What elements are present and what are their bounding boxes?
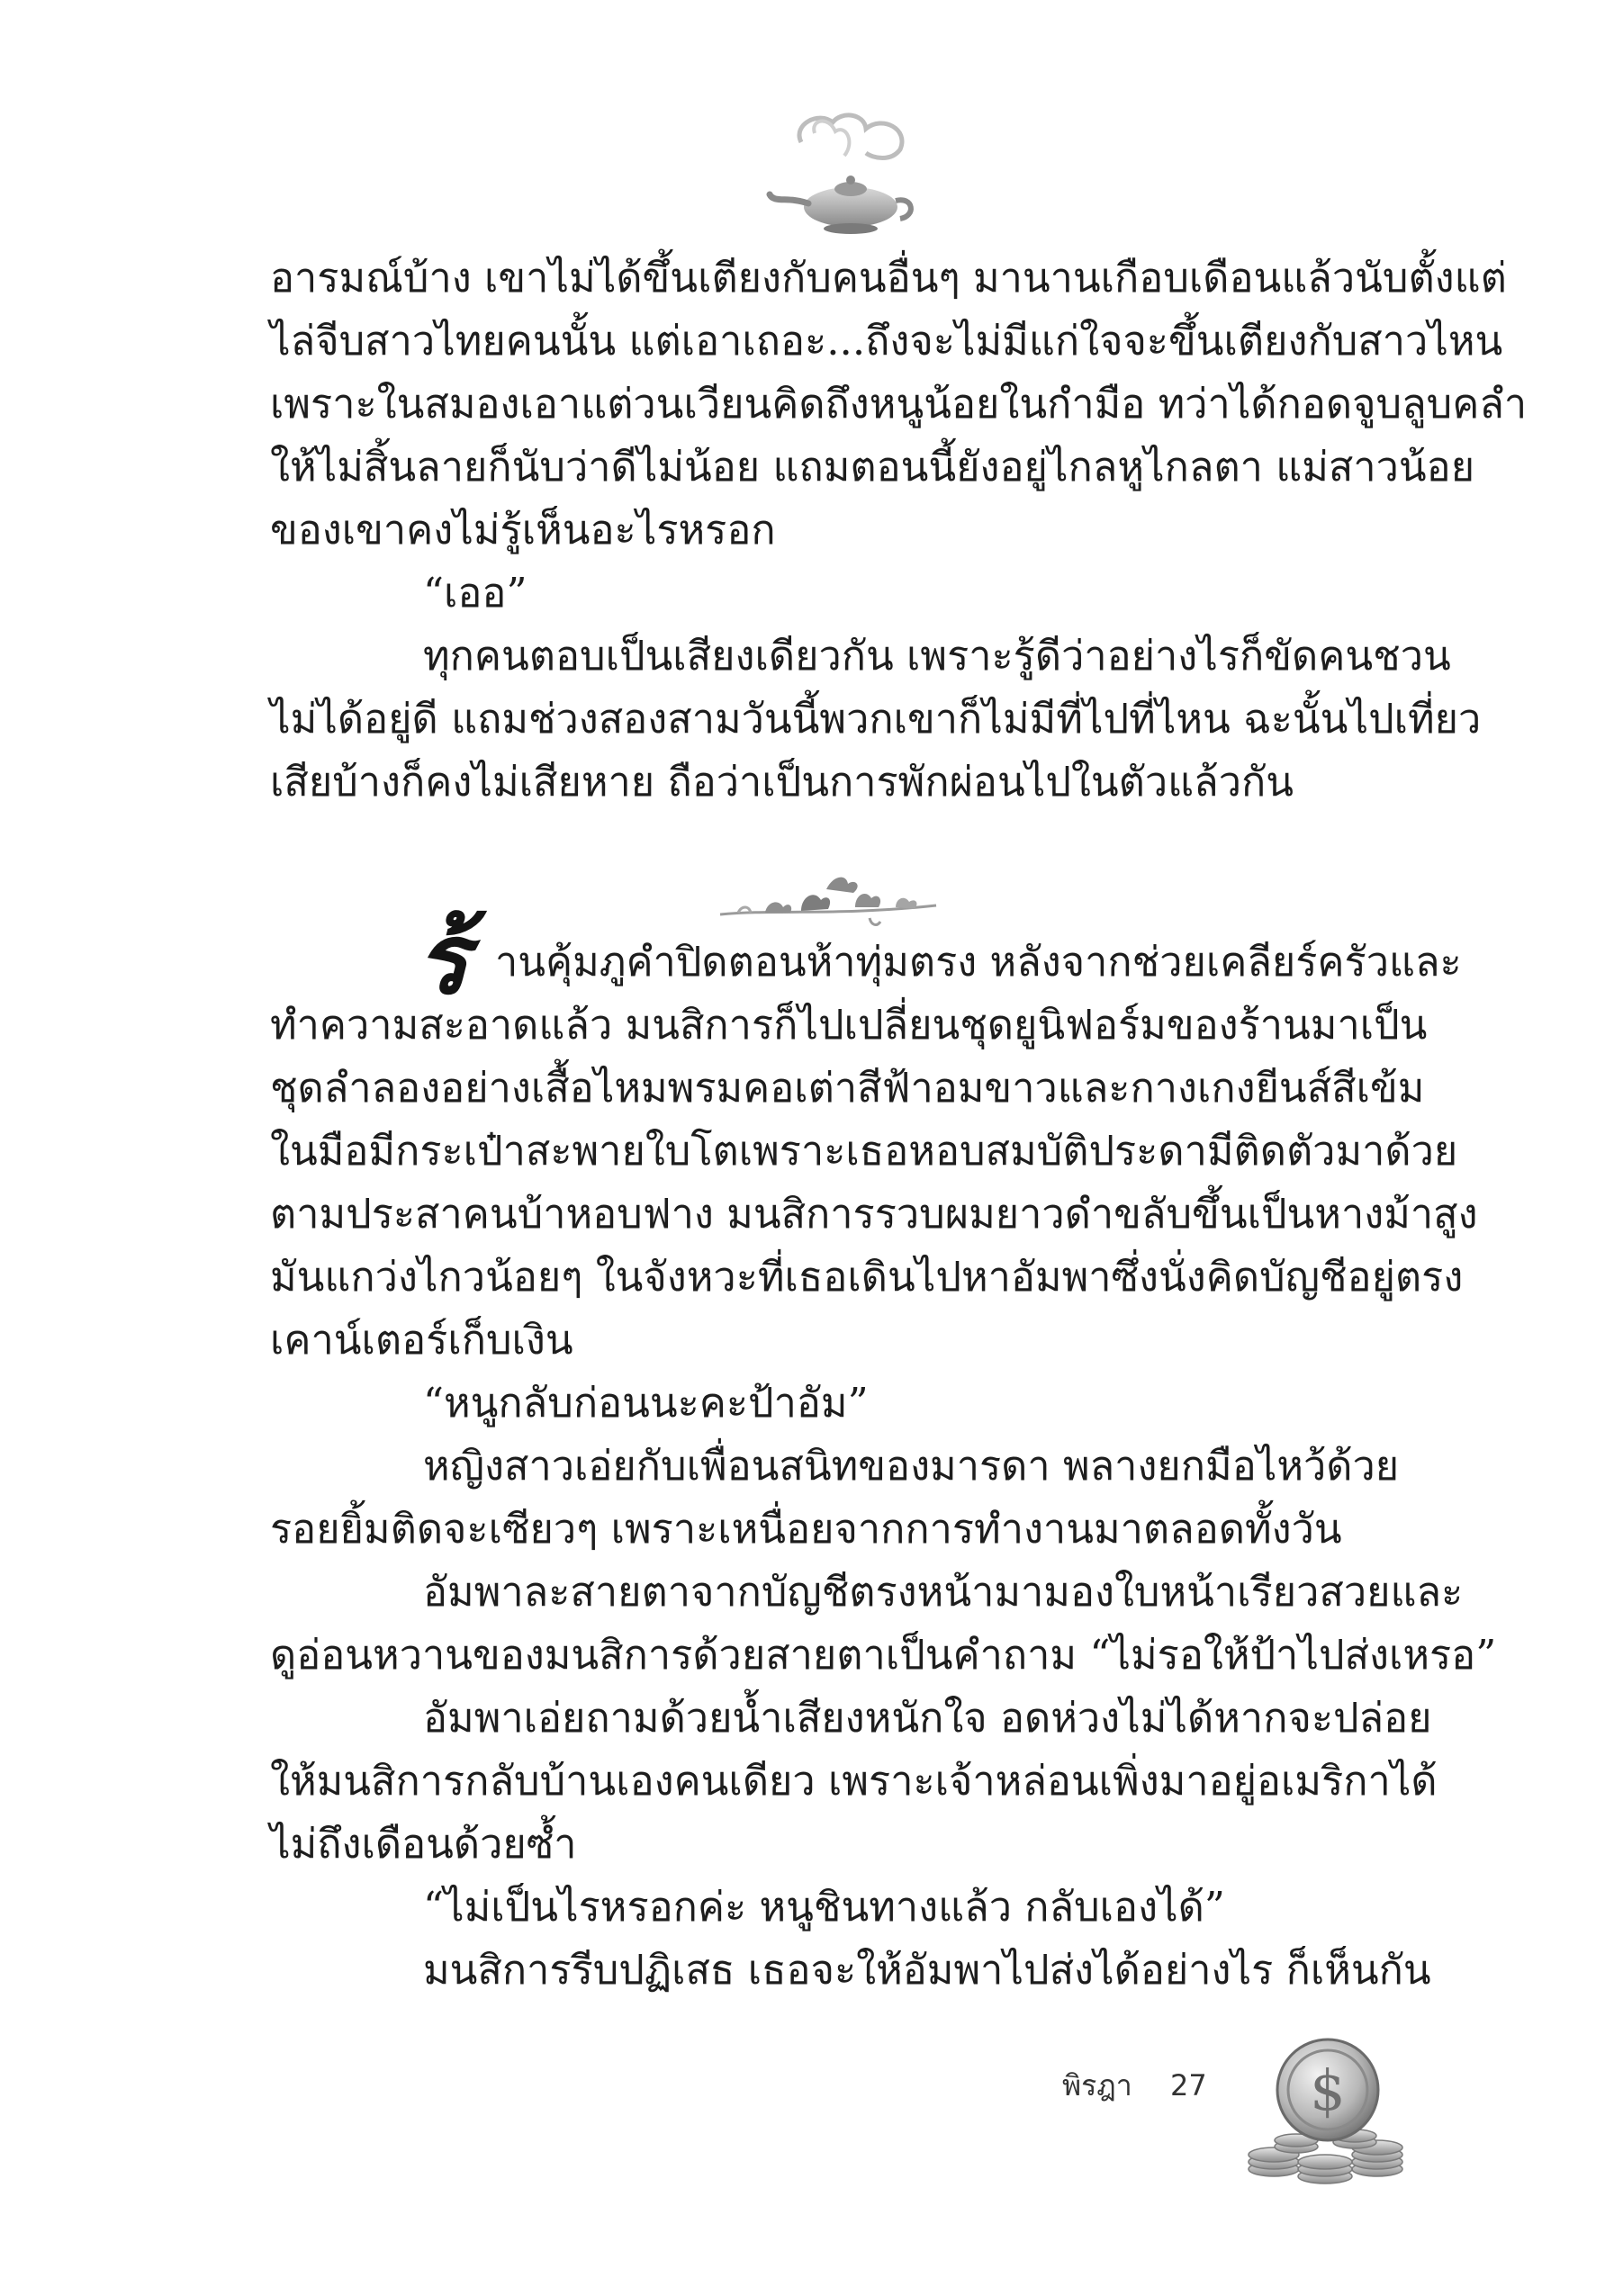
dropcap-line <box>270 903 1462 1016</box>
text-line: อารมณ์บ้าง เขาไม่ได้ขึ้นเตียงกับคนอื่นๆ มานานเกือบเดือนแล้วนับตั้งแต่ <box>270 254 1507 302</box>
paragraph-start-line: หญิงสาวเอ่ยกับเพื่อนสนิทของมารดา พลางยกมือไหว้ด้วย <box>423 1442 1400 1490</box>
paragraph-start-line: อัมพาเอ่ยถามด้วยน้ำเสียงหนักใจ อดห่วงไม่ได้หากจะปล่อย <box>423 1694 1432 1742</box>
paragraph-start-line: อัมพาละสายตาจากบัญชีตรงหน้ามามองใบหน้าเรียวสวยและ <box>423 1568 1464 1616</box>
text-line: ให้มนสิการกลับบ้านเองคนเดียว เพราะเจ้าหล่อนเพิ่งมาอยู่อเมริกาได้ <box>270 1757 1438 1805</box>
text-line: ของเขาคงไม่รู้เห็นอะไรหรอก <box>270 506 776 554</box>
text-line: เคาน์เตอร์เก็บเงิน <box>270 1316 573 1364</box>
drop-cap: ร้ <box>416 903 469 1016</box>
text-line: ดูอ่อนหวานของมนสิการด้วยสายตาเป็นคำถาม “ไม่รอให้ป้าไปส่งเหรอ” <box>270 1631 1497 1679</box>
text-line: มันแกว่งไกวน้อยๆ ในจังหวะที่เธอเดินไปหาอัมพาซึ่งนั่งคิดบัญชีอยู่ตรง <box>270 1253 1464 1301</box>
paragraph-start-line: มนสิการรีบปฏิเสธ เธอจะให้อัมพาไปส่งได้อย่างไร ก็เห็นกัน <box>423 1946 1431 1994</box>
page-number: 27 <box>1170 2068 1207 2102</box>
dialogue-line: “เออ” <box>423 569 527 617</box>
text-line: ให้ไม่สิ้นลายก็นับว่าดีไม่น้อย แถมตอนนี้ยังอยู่ไกลหูไกลตา แม่สาวน้อย <box>270 443 1475 491</box>
text-line: เสียบ้างก็คงไม่เสียหาย ถือว่าเป็นการพักผ่อนไปในตัวแล้วกัน <box>270 758 1294 806</box>
magic-lamp-icon <box>765 106 918 241</box>
text-block-bottom <box>270 903 1497 2007</box>
text-line: ไม่ได้อยู่ดี แถมช่วงสองสามวันนี้พวกเขาก็ไม่มีที่ไปที่ไหน ฉะนั้นไปเที่ยว <box>270 695 1482 743</box>
footer-author-name: พิรฎา <box>1062 2068 1132 2102</box>
dialogue-line: “ไม่เป็นไรหรอกค่ะ หนูชินทางแล้ว กลับเองได้” <box>423 1883 1225 1931</box>
text-line: รอยยิ้มติดจะเซียวๆ เพราะเหนื่อยจากการทำงานมาตลอดทั้งวัน <box>270 1505 1342 1553</box>
text-line: ในมือมีกระเป๋าสะพายใบโตเพราะเธอหอบสมบัติประดามีติดตัวมาด้วย <box>270 1127 1458 1175</box>
paragraph-start-line: ทุกคนตอบเป็นเสียงเดียวกัน เพราะรู้ดีว่าอย่างไรก็ขัดคนชวน <box>423 632 1451 680</box>
text-line: ไม่ถึงเดือนด้วยซ้ำ <box>270 1820 577 1868</box>
dialogue-line: “หนูกลับก่อนนะคะป้าอัม” <box>423 1379 869 1427</box>
dropcap-line-text: านคุ้มภูคำปิดตอนห้าทุ่มตรง หลังจากช่วยเคลียร์ครัวและ <box>495 938 1462 986</box>
birds-on-branch-icon <box>711 862 945 934</box>
text-line: ไล่จีบสาวไทยคนนั้น แต่เอาเถอะ...ถึงจะไม่มีแก่ใจจะขึ้นเตียงกับสาวไหน <box>270 317 1503 365</box>
text-line: ตามประสาคนบ้าหอบฟาง มนสิการรวบผมยาวดำขลับขึ้นเป็นหางม้าสูง <box>270 1190 1478 1238</box>
text-line: ชุดลำลองอย่างเสื้อไหมพรมคอเต่าสีฟ้าอมขาวและกางเกงยีนส์สีเข้ม <box>270 1064 1425 1112</box>
dollar-coins-icon <box>1242 2034 1409 2187</box>
text-line: ทำความสะอาดแล้ว มนสิการก็ไปเปลี่ยนชุดยูนิฟอร์มของร้านมาเป็น <box>270 1001 1428 1049</box>
text-line: เพราะในสมองเอาแต่วนเวียนคิดถึงหนูน้อยในกำมือ ทว่าได้กอดจูบลูบคลำ <box>270 380 1528 428</box>
svg-text:$: $ <box>1310 2057 1346 2123</box>
text-block-top <box>270 252 1528 819</box>
